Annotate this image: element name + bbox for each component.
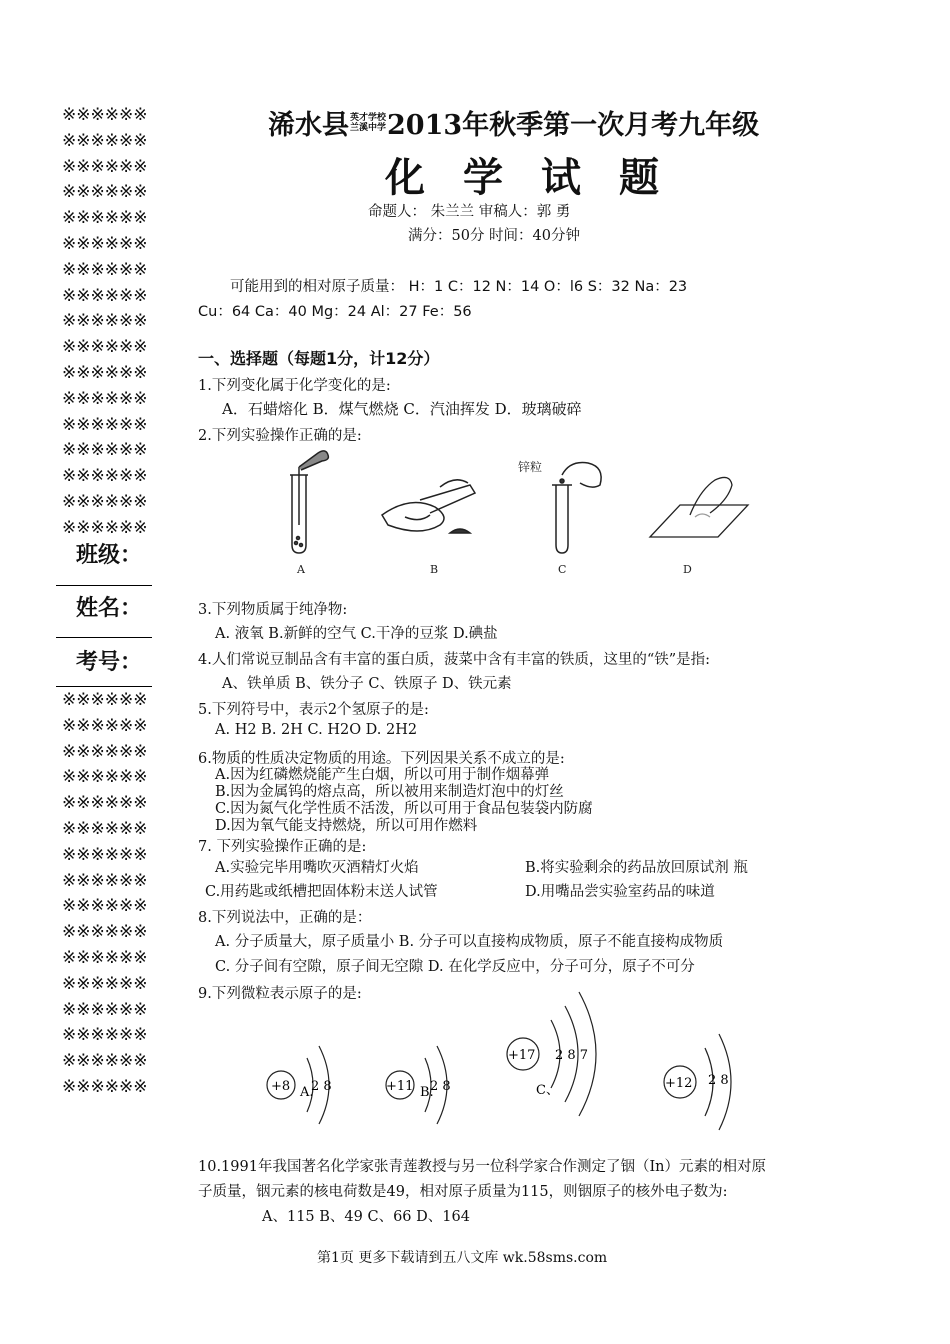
star-row: ※※※※※※ — [62, 517, 148, 538]
particle-c-label: C、 — [536, 1083, 559, 1098]
particle-b-nucleus: +11 — [386, 1079, 414, 1094]
figure-b-pouring — [382, 480, 475, 533]
title-county: 浠水县 — [268, 110, 349, 141]
score-time-line: 满分：50分 时间：40分钟 — [408, 228, 581, 244]
star-row: ※※※※※※ — [62, 1025, 148, 1046]
star-row: ※※※※※※ — [62, 337, 148, 358]
star-row: ※※※※※※ — [62, 1076, 148, 1097]
star-row: ※※※※※※ — [62, 311, 148, 332]
star-row: ※※※※※※ — [62, 130, 148, 151]
number-underline — [56, 686, 152, 687]
figure-label-c: C — [558, 563, 567, 576]
star-row: ※※※※※※ — [62, 156, 148, 177]
star-row: ※※※※※※ — [62, 922, 148, 943]
subject-title: 化学试题 — [385, 154, 697, 201]
q9-stem: 9.下列微粒表示原子的是: — [198, 986, 362, 1002]
q10-options: A、115 B、49 C、66 D、164 — [262, 1209, 470, 1225]
particle-c-nucleus: +17 — [508, 1048, 536, 1063]
figure-label-a: A — [297, 563, 305, 576]
particle-c-shells: 2 8 7 — [555, 1048, 589, 1063]
star-row: ※※※※※※ — [62, 1051, 148, 1072]
figure-c-zinc-tube — [552, 463, 601, 554]
star-row: ※※※※※※ — [62, 947, 148, 968]
q6-option-d: D.因为氧气能支持燃烧，所以可用作燃料 — [215, 818, 478, 834]
atomic-masses-line2: Cu：64 Ca：40 Mg：24 Al：27 Fe：56 — [198, 304, 472, 320]
title-school-top: 英才学校 — [350, 112, 387, 123]
q3-options: A. 液氧 B.新鲜的空气 C.干净的豆浆 D.碘盐 — [215, 626, 498, 642]
section-heading: 一、选择题（每题1分，计12分） — [198, 349, 440, 368]
q6-option-c: C.因为氮气化学性质不活泼，所以可用于食品包装袋内防腐 — [215, 801, 593, 817]
star-row: ※※※※※※ — [62, 973, 148, 994]
star-row: ※※※※※※ — [62, 414, 148, 435]
q2-stem: 2.下列实验操作正确的是: — [198, 428, 362, 444]
star-row: ※※※※※※ — [62, 440, 148, 461]
star-row: ※※※※※※ — [62, 362, 148, 383]
q1-stem: 1.下列变化属于化学变化的是: — [198, 378, 391, 394]
atomic-masses-line1: 可能用到的相对原子质量： H：1 C：12 N：14 O：l6 S：32 Na：23 — [230, 279, 688, 295]
star-row: ※※※※※※ — [62, 182, 148, 203]
q6-stem: 6.物质的性质决定物质的用途。下列因果关系不成立的是: — [198, 751, 565, 767]
particle-d-nucleus: +12 — [665, 1076, 693, 1091]
zinc-label: 锌粒 — [518, 460, 543, 474]
figure-label-d: D — [683, 563, 692, 576]
star-row: ※※※※※※ — [62, 259, 148, 280]
particle-d-shells: 2 8 — [708, 1073, 729, 1088]
star-row: ※※※※※※ — [62, 767, 148, 788]
star-row: ※※※※※※ — [62, 844, 148, 865]
particle-b — [386, 1046, 451, 1124]
title-rest: 2013年秋季第一次月考九年级 — [387, 110, 760, 141]
star-row: ※※※※※※ — [62, 999, 148, 1020]
q10-line2: 子质量，铟元素的核电荷数是49，相对原子质量为115，则铟原子的核外电子数为: — [198, 1184, 728, 1200]
star-row: ※※※※※※ — [62, 285, 148, 306]
authors-line: 命题人： 朱兰兰 审稿人：郭 勇 — [368, 204, 571, 220]
q5-stem: 5.下列符号中，表示2个氢原子的是: — [198, 702, 429, 718]
side-stars-top — [62, 103, 147, 542]
particle-c — [507, 992, 596, 1116]
class-underline — [56, 585, 152, 586]
q7-option-b: B.将实验剩余的药品放回原试剂 瓶 — [525, 860, 748, 876]
page-footer: 第1页 更多下载请到五八文库 wk.58sms.com — [317, 1250, 608, 1266]
star-row: ※※※※※※ — [62, 690, 148, 710]
particle-a — [267, 1046, 332, 1124]
star-row: ※※※※※※ — [62, 896, 148, 917]
q3-stem: 3.下列物质属于纯净物: — [198, 602, 348, 618]
q6-option-a: A.因为红磷燃烧能产生白烟，所以可用于制作烟幕弹 — [215, 767, 550, 783]
side-stars-bottom — [62, 688, 147, 1101]
name-underline — [56, 637, 152, 638]
page-title — [268, 103, 759, 142]
q9-diagrams — [255, 988, 775, 1138]
star-row: ※※※※※※ — [62, 466, 148, 487]
q8-stem: 8.下列说法中，正确的是： — [198, 910, 372, 926]
q7-option-d: D.用嘴品尝实验室药品的味道 — [525, 884, 715, 900]
figure-d-smelling — [650, 477, 748, 537]
name-label: 姓名： — [76, 596, 143, 621]
particle-a-shells: 2 8 — [311, 1079, 332, 1094]
particle-b-shells: 2 8 — [430, 1079, 451, 1094]
q7-option-a: A.实验完毕用嘴吹灭酒精灯火焰 — [215, 860, 419, 876]
q6-option-b: B.因为金属钨的熔点高，所以被用来制造灯泡中的灯丝 — [215, 784, 564, 800]
figure-label-b: B — [430, 563, 439, 576]
particle-b-label: B. — [420, 1085, 434, 1100]
star-row: ※※※※※※ — [62, 741, 148, 762]
particle-d — [664, 1034, 731, 1130]
star-row: ※※※※※※ — [62, 105, 148, 125]
q4-stem: 4.人们常说豆制品含有丰富的蛋白质，菠菜中含有丰富的铁质，这里的“铁”是指: — [198, 652, 711, 668]
q8-line2: C. 分子间有空隙，原子间无空隙 D. 在化学反应中，分子可分，原子不可分 — [215, 959, 695, 975]
number-label: 考号： — [76, 650, 143, 675]
q10-line1: 10.1991年我国著名化学家张青莲教授与另一位科学家合作测定了铟（In）元素的相对原 — [198, 1159, 767, 1175]
q7-option-c: C.用药匙或纸槽把固体粉末送人试管 — [205, 884, 438, 900]
title-school-bottom: 兰溪中学 — [350, 122, 387, 133]
star-row: ※※※※※※ — [62, 715, 148, 736]
star-row: ※※※※※※ — [62, 818, 148, 839]
q7-stem: 7. 下列实验操作正确的是: — [198, 839, 367, 855]
class-label: 班级： — [76, 543, 143, 568]
particle-a-label: A. — [300, 1085, 314, 1100]
star-row: ※※※※※※ — [62, 491, 148, 512]
star-row: ※※※※※※ — [62, 233, 148, 254]
q8-line1: A. 分子质量大，原子质量小 B. 分子可以直接构成物质，原子不能直接构成物质 — [215, 934, 724, 950]
figure-a-dropper-tube — [290, 451, 328, 553]
particle-a-nucleus: +8 — [271, 1079, 291, 1094]
star-row: ※※※※※※ — [62, 870, 148, 891]
title-schools — [350, 113, 386, 133]
q1-options: A．石蜡熔化 B．煤气燃烧 C．汽油挥发 D．玻璃破碎 — [222, 400, 582, 418]
star-row: ※※※※※※ — [62, 793, 148, 814]
star-row: ※※※※※※ — [62, 208, 148, 229]
q2-figures — [270, 445, 760, 580]
star-row: ※※※※※※ — [62, 388, 148, 409]
q4-options: A、铁单质 B、铁分子 C、铁原子 D、铁元素 — [222, 676, 512, 692]
q5-options: A. H2 B. 2H C. H2O D. 2H2 — [215, 722, 418, 738]
